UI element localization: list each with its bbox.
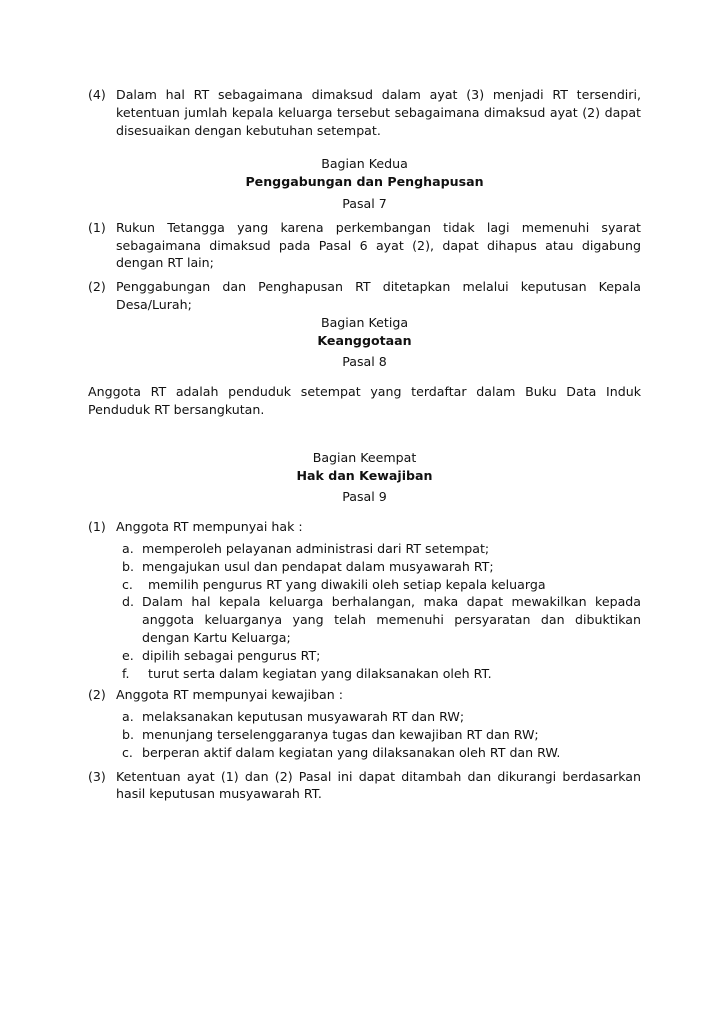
section-label-bagian-keempat: Bagian Keempat: [312, 449, 417, 465]
sub-letter: b.: [122, 726, 134, 742]
sub-text: mengajukan usul dan pendapat dalam musyawarah RT;: [142, 558, 494, 574]
pasal9-ayat-2: [88, 686, 641, 704]
sub-letter: a.: [122, 540, 134, 556]
item-text: Dalam hal RT sebagaimana dimaksud dalam ayat (3) menjadi RT tersendiri, ketentuan jumlah kepala keluarga tersebut sebagaimana dimaksud ayat (2) dapat disesuaikan dengan kebutuhan setempat.: [116, 87, 641, 138]
hak-item-f: [88, 665, 641, 683]
sub-text: memperoleh pelayanan administrasi dari RT setempat;: [142, 540, 490, 556]
item-text: Anggota RT mempunyai hak :: [116, 519, 303, 535]
hak-item-e: [88, 647, 641, 665]
hak-item-c: [88, 576, 641, 594]
sub-text: menunjang terselenggaranya tugas dan kewajiban RT dan RW;: [142, 726, 539, 742]
sub-letter: c.: [122, 744, 133, 760]
item-number: (3): [88, 768, 106, 784]
item-text: Ketentuan ayat (1) dan (2) Pasal ini dapat ditambah dan dikurangi berdasarkan hasil keputusan musyawarah RT.: [116, 768, 641, 802]
pasal9-ayat-3: [88, 768, 641, 804]
sub-text: memilih pengurus RT yang diwakili oleh setiap kepala keluarga: [148, 576, 546, 592]
item-text: Anggota RT mempunyai kewajiban :: [116, 687, 343, 703]
kewajiban-item-c: [88, 744, 641, 762]
section-label-bagian-ketiga: Bagian Ketiga: [320, 314, 409, 330]
item-text: Penggabungan dan Penghapusan RT ditetapkan melalui keputusan Kepala Desa/Lurah;: [116, 279, 641, 312]
pasal7-ayat-2: [88, 278, 641, 314]
sub-letter: e.: [122, 647, 134, 663]
sub-letter: b.: [122, 558, 134, 574]
hak-item-b: [88, 558, 641, 576]
pasal-9-heading: Pasal 9: [342, 489, 387, 505]
item-text: Rukun Tetangga yang karena perkembangan tidak lagi memenuhi syarat sebagaimana dimaksud pada Pasal 6 ayat (2), dapat dihapus atau digabung dengan RT lain;: [116, 219, 641, 271]
kewajiban-item-b: [88, 726, 641, 744]
document-page: [88, 86, 641, 803]
section-title-hak-kewajiban: Hak dan Kewajiban: [296, 467, 433, 483]
sub-letter: d.: [122, 594, 134, 610]
kewajiban-item-a: [88, 708, 641, 726]
section-title-penggabungan: Penggabungan dan Penghapusan: [245, 174, 484, 190]
section-label-bagian-kedua: Bagian Kedua: [321, 156, 408, 172]
pasal9-ayat-1: [88, 518, 641, 536]
sub-letter: c.: [122, 576, 133, 592]
item-number: (1): [88, 219, 106, 235]
item-number: (4): [88, 87, 106, 102]
hak-item-a: [88, 540, 641, 558]
pasal8-text: Anggota RT adalah penduduk setempat yang terdaftar dalam Buku Data Induk Penduduk RT bersangkutan.: [88, 384, 641, 417]
sub-text: dipilih sebagai pengurus RT;: [142, 647, 321, 663]
sub-text: berperan aktif dalam kegiatan yang dilaksanakan oleh RT dan RW.: [142, 744, 561, 760]
item-number: (2): [88, 687, 106, 703]
sub-text: turut serta dalam kegiatan yang dilaksanakan oleh RT.: [148, 665, 492, 681]
item-number: (1): [88, 519, 106, 535]
pasal-8-heading: Pasal 8: [342, 354, 387, 370]
sub-letter: f.: [122, 665, 130, 681]
item-number: (2): [88, 279, 106, 295]
sub-letter: a.: [122, 709, 134, 725]
sub-text: Dalam hal kepala keluarga berhalangan, maka dapat mewakilkan kepada anggota keluarganya yang telah memenuhi persyaratan dan dibuktikan dengan Kartu Keluarga;: [142, 594, 641, 645]
pasal6-ayat-4: [88, 86, 641, 139]
sub-text: melaksanakan keputusan musyawarah RT dan RW;: [142, 709, 465, 725]
hak-item-d: [88, 593, 641, 646]
pasal7-ayat-1: [88, 219, 641, 272]
pasal-7-heading: Pasal 7: [342, 195, 387, 211]
section-title-keanggotaan: Keanggotaan: [317, 332, 412, 348]
